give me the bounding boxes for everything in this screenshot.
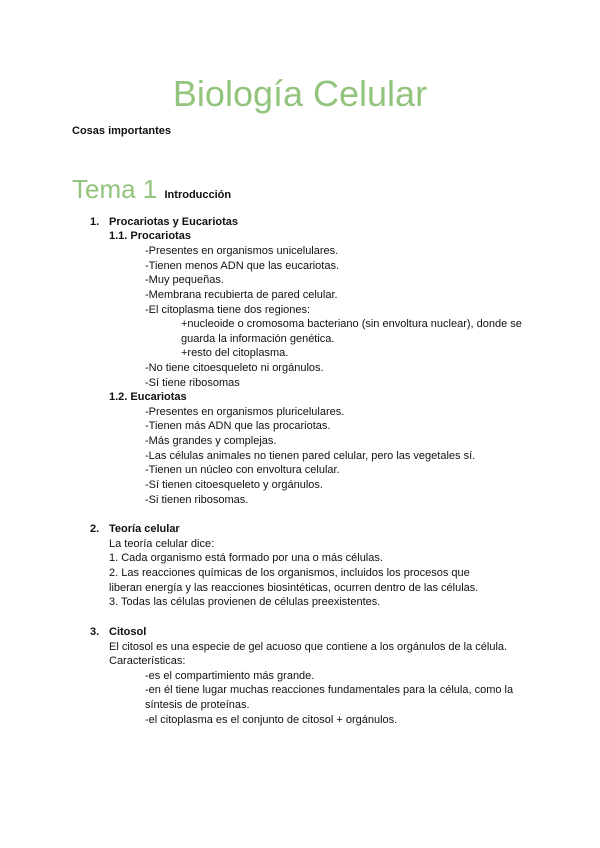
paragraph-line: Características: <box>109 655 186 667</box>
paragraph-line: 2. Las reacciones químicas de los organismos, incluidos los procesos que <box>109 567 470 579</box>
paragraph-line: 3. Todas las células provienen de células preexistentes. <box>109 596 381 608</box>
list-item: -Presentes en organismos unicelulares. <box>145 245 339 257</box>
list-item: -Sí tienen citoesqueleto y orgánulos. <box>145 479 323 491</box>
nested-item: guarda la información genética. <box>181 333 335 345</box>
paragraph-line: El citosol es una especie de gel acuoso que contiene a los orgánulos de la célula. <box>109 641 508 653</box>
list-item: -en él tiene lugar muchas reacciones fundamentales para la célula, como la <box>145 684 514 696</box>
list-item: síntesis de proteínas. <box>145 699 250 711</box>
nested-item: +nucleoide o cromosoma bacteriano (sin envoltura nuclear), donde se <box>181 318 522 330</box>
nested-item: +resto del citoplasma. <box>181 347 289 359</box>
list-item: -Más grandes y complejas. <box>145 435 277 447</box>
tema-sub: Introducción <box>164 189 232 201</box>
list-item: -Muy pequeñas. <box>145 274 224 286</box>
section-1-heading: Procariotas y Eucariotas <box>109 216 239 228</box>
list-item: -Si tienen ribosomas. <box>145 494 249 506</box>
list-item: -Tienen menos ADN que las eucariotas. <box>145 260 340 272</box>
list-item: -Sí tiene ribosomas <box>145 377 240 389</box>
paragraph-line: La teoría celular dice: <box>109 538 215 550</box>
section-3-heading: Citosol <box>109 626 147 638</box>
list-item: -No tiene citoesqueleto ni orgánulos. <box>145 362 324 374</box>
list-item: -Tienen un núcleo con envoltura celular. <box>145 464 340 476</box>
list-item: -El citoplasma tiene dos regiones: <box>145 304 311 316</box>
list-item: -Tienen más ADN que las procariotas. <box>145 420 331 432</box>
list-item: -Presentes en organismos pluricelulares. <box>145 406 345 418</box>
section-1-number: 1. <box>90 216 100 228</box>
subsection-1-1-heading: 1.1. Procariotas <box>109 230 191 242</box>
list-item: -el citoplasma es el conjunto de citosol + orgánulos. <box>145 714 398 726</box>
subsection-1-2-heading: 1.2. Eucariotas <box>109 391 187 403</box>
section-2-heading: Teoría celular <box>109 523 180 535</box>
list-item: -Las células animales no tienen pared celular, pero las vegetales sí. <box>145 450 476 462</box>
tema-heading <box>72 172 231 212</box>
document-subtitle: Cosas importantes <box>72 125 172 137</box>
section-2-number: 2. <box>90 523 100 535</box>
paragraph-line: liberan energía y las reacciones biosintéticas, ocurren dentro de las células. <box>109 582 479 594</box>
list-item: -Membrana recubierta de pared celular. <box>145 289 338 301</box>
section-3-number: 3. <box>90 626 100 638</box>
list-item: -es el compartimiento más grande. <box>145 670 315 682</box>
tema-label: Tema 1 <box>72 174 158 204</box>
document-title: Biología Celular <box>172 73 428 114</box>
paragraph-line: 1. Cada organismo está formado por una o más células. <box>109 552 383 564</box>
